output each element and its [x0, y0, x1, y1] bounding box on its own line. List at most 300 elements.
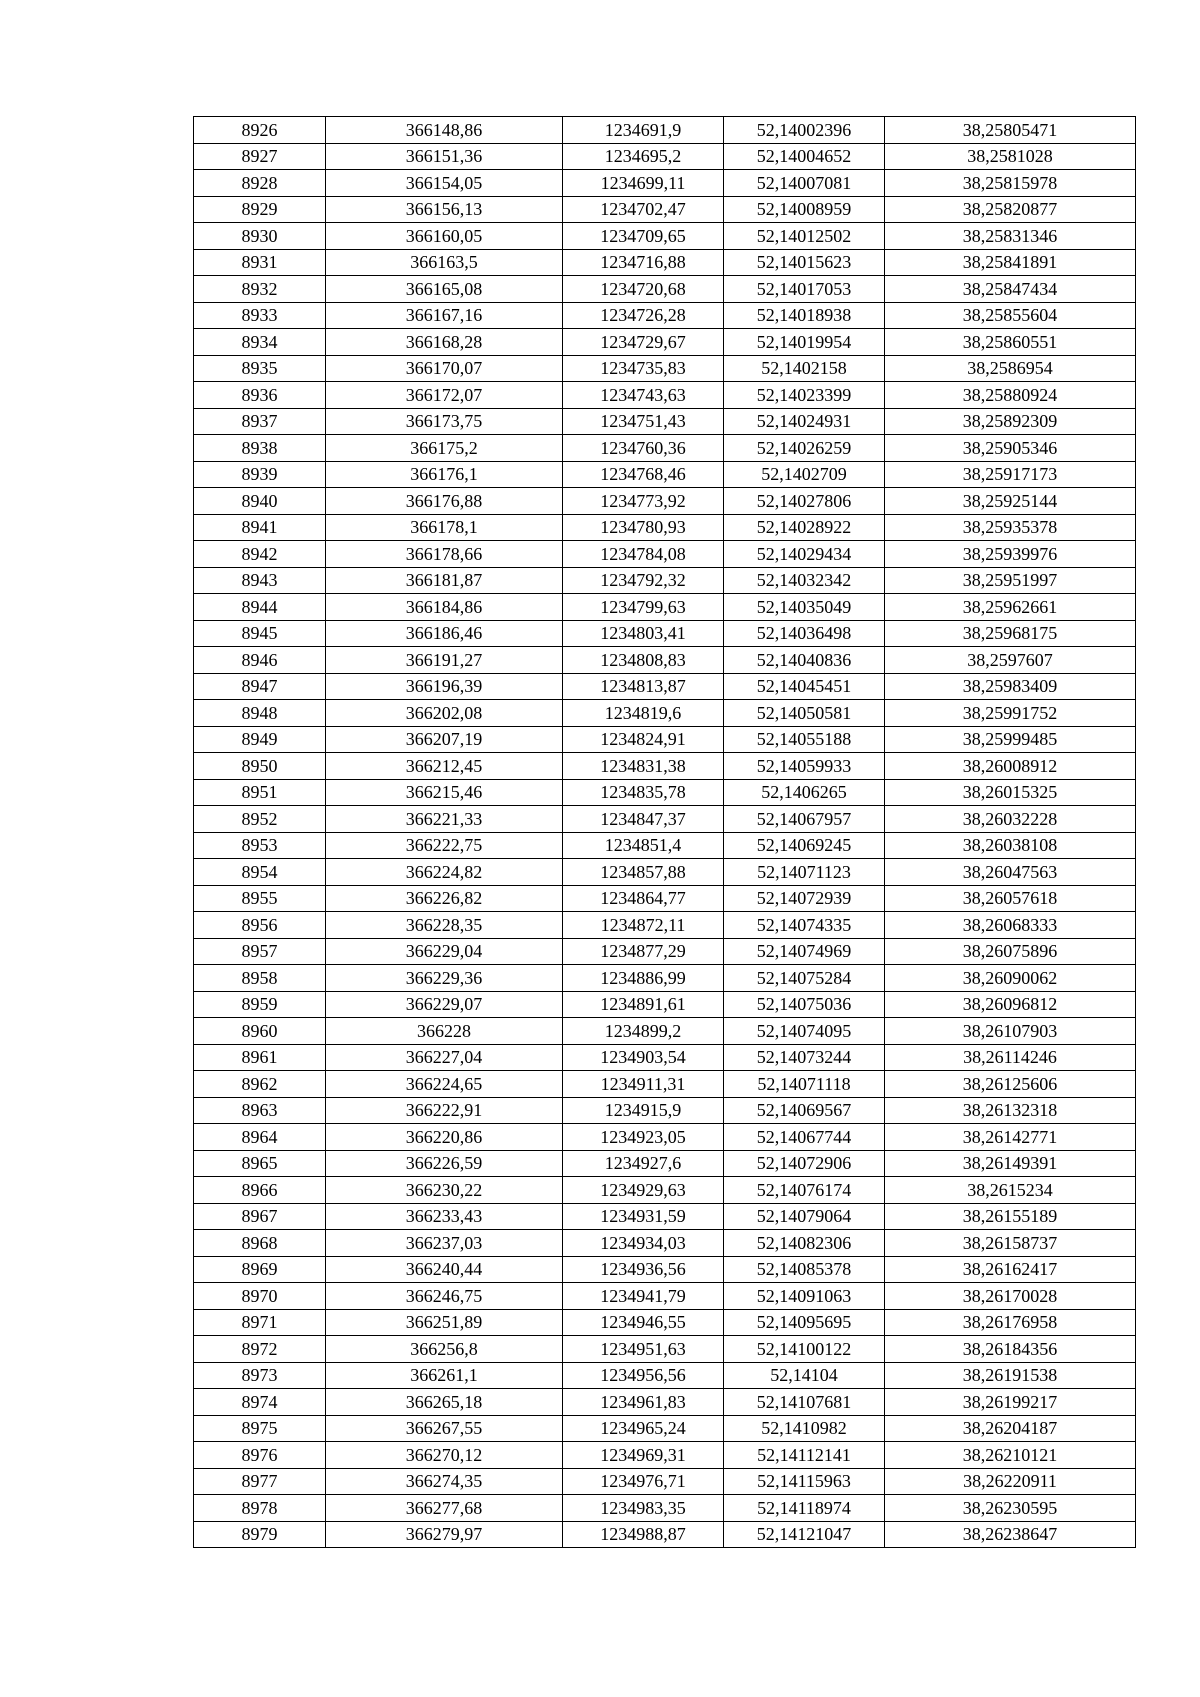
point-number-cell: 8971: [194, 1309, 326, 1336]
table-row: [194, 382, 1136, 409]
y-coordinate-cell: 1234961,83: [563, 1389, 724, 1416]
point-number-cell: 8961: [194, 1044, 326, 1071]
point-number-cell: 8933: [194, 302, 326, 329]
x-coordinate-cell: 366261,1: [326, 1362, 563, 1389]
latitude-cell: 52,14008959: [724, 196, 885, 223]
longitude-cell: 38,26238647: [885, 1521, 1136, 1548]
y-coordinate-cell: 1234792,32: [563, 567, 724, 594]
x-coordinate-cell: 366212,45: [326, 753, 563, 780]
latitude-cell: 52,14072906: [724, 1150, 885, 1177]
latitude-cell: 52,14091063: [724, 1283, 885, 1310]
longitude-cell: 38,2586954: [885, 355, 1136, 382]
longitude-cell: 38,25880924: [885, 382, 1136, 409]
point-number-cell: 8969: [194, 1256, 326, 1283]
point-number-cell: 8976: [194, 1442, 326, 1469]
y-coordinate-cell: 1234695,2: [563, 143, 724, 170]
latitude-cell: 52,14019954: [724, 329, 885, 356]
y-coordinate-cell: 1234946,55: [563, 1309, 724, 1336]
x-coordinate-cell: 366172,07: [326, 382, 563, 409]
y-coordinate-cell: 1234927,6: [563, 1150, 724, 1177]
longitude-cell: 38,25983409: [885, 673, 1136, 700]
point-number-cell: 8950: [194, 753, 326, 780]
table-row: [194, 991, 1136, 1018]
x-coordinate-cell: 366267,55: [326, 1415, 563, 1442]
table-row: [194, 753, 1136, 780]
x-coordinate-cell: 366224,82: [326, 859, 563, 886]
longitude-cell: 38,26032228: [885, 806, 1136, 833]
table-row: [194, 1415, 1136, 1442]
longitude-cell: 38,26149391: [885, 1150, 1136, 1177]
point-number-cell: 8931: [194, 249, 326, 276]
table-row: [194, 700, 1136, 727]
point-number-cell: 8944: [194, 594, 326, 621]
table-row: [194, 1283, 1136, 1310]
latitude-cell: 52,14071118: [724, 1071, 885, 1098]
latitude-cell: 52,14071123: [724, 859, 885, 886]
point-number-cell: 8968: [194, 1230, 326, 1257]
y-coordinate-cell: 1234976,71: [563, 1468, 724, 1495]
x-coordinate-cell: 366170,07: [326, 355, 563, 382]
y-coordinate-cell: 1234983,35: [563, 1495, 724, 1522]
x-coordinate-cell: 366173,75: [326, 408, 563, 435]
x-coordinate-cell: 366191,27: [326, 647, 563, 674]
y-coordinate-cell: 1234835,78: [563, 779, 724, 806]
x-coordinate-cell: 366240,44: [326, 1256, 563, 1283]
table-row: [194, 1097, 1136, 1124]
latitude-cell: 52,14104: [724, 1362, 885, 1389]
longitude-cell: 38,25968175: [885, 620, 1136, 647]
table-row: [194, 1256, 1136, 1283]
x-coordinate-cell: 366226,59: [326, 1150, 563, 1177]
latitude-cell: 52,14079064: [724, 1203, 885, 1230]
latitude-cell: 52,14012502: [724, 223, 885, 250]
y-coordinate-cell: 1234915,9: [563, 1097, 724, 1124]
table-row: [194, 329, 1136, 356]
longitude-cell: 38,25831346: [885, 223, 1136, 250]
y-coordinate-cell: 1234864,77: [563, 885, 724, 912]
table-row: [194, 488, 1136, 515]
latitude-cell: 52,14085378: [724, 1256, 885, 1283]
latitude-cell: 52,1406265: [724, 779, 885, 806]
longitude-cell: 38,25991752: [885, 700, 1136, 727]
latitude-cell: 52,14072939: [724, 885, 885, 912]
coordinate-table: [193, 116, 1136, 1548]
point-number-cell: 8957: [194, 938, 326, 965]
x-coordinate-cell: 366251,89: [326, 1309, 563, 1336]
longitude-cell: 38,25855604: [885, 302, 1136, 329]
x-coordinate-cell: 366202,08: [326, 700, 563, 727]
point-number-cell: 8936: [194, 382, 326, 409]
point-number-cell: 8973: [194, 1362, 326, 1389]
point-number-cell: 8955: [194, 885, 326, 912]
y-coordinate-cell: 1234936,56: [563, 1256, 724, 1283]
y-coordinate-cell: 1234699,11: [563, 170, 724, 197]
y-coordinate-cell: 1234716,88: [563, 249, 724, 276]
latitude-cell: 52,14027806: [724, 488, 885, 515]
y-coordinate-cell: 1234691,9: [563, 117, 724, 144]
point-number-cell: 8946: [194, 647, 326, 674]
table-row: [194, 1442, 1136, 1469]
x-coordinate-cell: 366168,28: [326, 329, 563, 356]
table-row: [194, 859, 1136, 886]
point-number-cell: 8975: [194, 1415, 326, 1442]
x-coordinate-cell: 366220,86: [326, 1124, 563, 1151]
x-coordinate-cell: 366148,86: [326, 117, 563, 144]
table-row: [194, 170, 1136, 197]
latitude-cell: 52,14026259: [724, 435, 885, 462]
x-coordinate-cell: 366229,07: [326, 991, 563, 1018]
x-coordinate-cell: 366151,36: [326, 143, 563, 170]
latitude-cell: 52,14069245: [724, 832, 885, 859]
y-coordinate-cell: 1234702,47: [563, 196, 724, 223]
table-row: [194, 1495, 1136, 1522]
x-coordinate-cell: 366270,12: [326, 1442, 563, 1469]
table-row: [194, 832, 1136, 859]
longitude-cell: 38,25892309: [885, 408, 1136, 435]
y-coordinate-cell: 1234929,63: [563, 1177, 724, 1204]
x-coordinate-cell: 366165,08: [326, 276, 563, 303]
latitude-cell: 52,14074969: [724, 938, 885, 965]
x-coordinate-cell: 366279,97: [326, 1521, 563, 1548]
longitude-cell: 38,25951997: [885, 567, 1136, 594]
table-row: [194, 1071, 1136, 1098]
latitude-cell: 52,14055188: [724, 726, 885, 753]
point-number-cell: 8954: [194, 859, 326, 886]
point-number-cell: 8972: [194, 1336, 326, 1363]
table-row: [194, 302, 1136, 329]
point-number-cell: 8947: [194, 673, 326, 700]
y-coordinate-cell: 1234969,31: [563, 1442, 724, 1469]
longitude-cell: 38,26008912: [885, 753, 1136, 780]
y-coordinate-cell: 1234760,36: [563, 435, 724, 462]
y-coordinate-cell: 1234726,28: [563, 302, 724, 329]
y-coordinate-cell: 1234709,65: [563, 223, 724, 250]
table-row: [194, 1230, 1136, 1257]
longitude-cell: 38,26107903: [885, 1018, 1136, 1045]
y-coordinate-cell: 1234911,31: [563, 1071, 724, 1098]
table-row: [194, 1177, 1136, 1204]
latitude-cell: 52,14002396: [724, 117, 885, 144]
longitude-cell: 38,2615234: [885, 1177, 1136, 1204]
table-row: [194, 143, 1136, 170]
point-number-cell: 8956: [194, 912, 326, 939]
point-number-cell: 8930: [194, 223, 326, 250]
latitude-cell: 52,14036498: [724, 620, 885, 647]
x-coordinate-cell: 366224,65: [326, 1071, 563, 1098]
longitude-cell: 38,25999485: [885, 726, 1136, 753]
y-coordinate-cell: 1234931,59: [563, 1203, 724, 1230]
longitude-cell: 38,26075896: [885, 938, 1136, 965]
point-number-cell: 8974: [194, 1389, 326, 1416]
longitude-cell: 38,26142771: [885, 1124, 1136, 1151]
table-row: [194, 647, 1136, 674]
longitude-cell: 38,26204187: [885, 1415, 1136, 1442]
table-row: [194, 355, 1136, 382]
x-coordinate-cell: 366186,46: [326, 620, 563, 647]
table-row: [194, 938, 1136, 965]
latitude-cell: 52,14067744: [724, 1124, 885, 1151]
y-coordinate-cell: 1234965,24: [563, 1415, 724, 1442]
x-coordinate-cell: 366176,88: [326, 488, 563, 515]
table-row: [194, 461, 1136, 488]
y-coordinate-cell: 1234780,93: [563, 514, 724, 541]
table-row: [194, 620, 1136, 647]
latitude-cell: 52,14076174: [724, 1177, 885, 1204]
table-row: [194, 249, 1136, 276]
longitude-cell: 38,25841891: [885, 249, 1136, 276]
y-coordinate-cell: 1234857,88: [563, 859, 724, 886]
y-coordinate-cell: 1234877,29: [563, 938, 724, 965]
longitude-cell: 38,25905346: [885, 435, 1136, 462]
latitude-cell: 52,14075284: [724, 965, 885, 992]
point-number-cell: 8970: [194, 1283, 326, 1310]
x-coordinate-cell: 366184,86: [326, 594, 563, 621]
latitude-cell: 52,14018938: [724, 302, 885, 329]
point-number-cell: 8960: [194, 1018, 326, 1045]
longitude-cell: 38,26230595: [885, 1495, 1136, 1522]
longitude-cell: 38,25805471: [885, 117, 1136, 144]
point-number-cell: 8927: [194, 143, 326, 170]
latitude-cell: 52,14024931: [724, 408, 885, 435]
x-coordinate-cell: 366154,05: [326, 170, 563, 197]
y-coordinate-cell: 1234729,67: [563, 329, 724, 356]
x-coordinate-cell: 366227,04: [326, 1044, 563, 1071]
x-coordinate-cell: 366163,5: [326, 249, 563, 276]
table-row: [194, 1336, 1136, 1363]
x-coordinate-cell: 366176,1: [326, 461, 563, 488]
longitude-cell: 38,26210121: [885, 1442, 1136, 1469]
table-body: [194, 117, 1136, 1548]
x-coordinate-cell: 366167,16: [326, 302, 563, 329]
table-row: [194, 1044, 1136, 1071]
table-row: [194, 408, 1136, 435]
y-coordinate-cell: 1234720,68: [563, 276, 724, 303]
latitude-cell: 52,14017053: [724, 276, 885, 303]
point-number-cell: 8979: [194, 1521, 326, 1548]
table-row: [194, 1362, 1136, 1389]
longitude-cell: 38,25962661: [885, 594, 1136, 621]
longitude-cell: 38,25847434: [885, 276, 1136, 303]
x-coordinate-cell: 366222,75: [326, 832, 563, 859]
table-row: [194, 435, 1136, 462]
y-coordinate-cell: 1234831,38: [563, 753, 724, 780]
x-coordinate-cell: 366181,87: [326, 567, 563, 594]
point-number-cell: 8949: [194, 726, 326, 753]
point-number-cell: 8940: [194, 488, 326, 515]
longitude-cell: 38,26068333: [885, 912, 1136, 939]
y-coordinate-cell: 1234808,83: [563, 647, 724, 674]
y-coordinate-cell: 1234768,46: [563, 461, 724, 488]
latitude-cell: 52,14095695: [724, 1309, 885, 1336]
table-row: [194, 806, 1136, 833]
x-coordinate-cell: 366228: [326, 1018, 563, 1045]
longitude-cell: 38,26158737: [885, 1230, 1136, 1257]
latitude-cell: 52,14050581: [724, 700, 885, 727]
longitude-cell: 38,26162417: [885, 1256, 1136, 1283]
latitude-cell: 52,14007081: [724, 170, 885, 197]
table-row: [194, 965, 1136, 992]
longitude-cell: 38,26199217: [885, 1389, 1136, 1416]
y-coordinate-cell: 1234903,54: [563, 1044, 724, 1071]
point-number-cell: 8943: [194, 567, 326, 594]
x-coordinate-cell: 366215,46: [326, 779, 563, 806]
latitude-cell: 52,14067957: [724, 806, 885, 833]
longitude-cell: 38,26220911: [885, 1468, 1136, 1495]
point-number-cell: 8942: [194, 541, 326, 568]
longitude-cell: 38,2597607: [885, 647, 1136, 674]
table-row: [194, 1389, 1136, 1416]
point-number-cell: 8948: [194, 700, 326, 727]
y-coordinate-cell: 1234784,08: [563, 541, 724, 568]
x-coordinate-cell: 366237,03: [326, 1230, 563, 1257]
latitude-cell: 52,1402709: [724, 461, 885, 488]
table-row: [194, 196, 1136, 223]
latitude-cell: 52,14004652: [724, 143, 885, 170]
point-number-cell: 8937: [194, 408, 326, 435]
latitude-cell: 52,14075036: [724, 991, 885, 1018]
longitude-cell: 38,25820877: [885, 196, 1136, 223]
point-number-cell: 8958: [194, 965, 326, 992]
table-row: [194, 673, 1136, 700]
longitude-cell: 38,26191538: [885, 1362, 1136, 1389]
y-coordinate-cell: 1234956,56: [563, 1362, 724, 1389]
latitude-cell: 52,14032342: [724, 567, 885, 594]
latitude-cell: 52,14045451: [724, 673, 885, 700]
longitude-cell: 38,26176958: [885, 1309, 1136, 1336]
table-row: [194, 223, 1136, 250]
y-coordinate-cell: 1234988,87: [563, 1521, 724, 1548]
longitude-cell: 38,26057618: [885, 885, 1136, 912]
longitude-cell: 38,25860551: [885, 329, 1136, 356]
point-number-cell: 8967: [194, 1203, 326, 1230]
x-coordinate-cell: 366196,39: [326, 673, 563, 700]
y-coordinate-cell: 1234751,43: [563, 408, 724, 435]
x-coordinate-cell: 366207,19: [326, 726, 563, 753]
table-row: [194, 1309, 1136, 1336]
longitude-cell: 38,25925144: [885, 488, 1136, 515]
x-coordinate-cell: 366160,05: [326, 223, 563, 250]
latitude-cell: 52,14059933: [724, 753, 885, 780]
x-coordinate-cell: 366256,8: [326, 1336, 563, 1363]
latitude-cell: 52,14069567: [724, 1097, 885, 1124]
latitude-cell: 52,14073244: [724, 1044, 885, 1071]
point-number-cell: 8959: [194, 991, 326, 1018]
table-row: [194, 1203, 1136, 1230]
latitude-cell: 52,14015623: [724, 249, 885, 276]
latitude-cell: 52,14023399: [724, 382, 885, 409]
y-coordinate-cell: 1234824,91: [563, 726, 724, 753]
table-row: [194, 885, 1136, 912]
table-row: [194, 594, 1136, 621]
y-coordinate-cell: 1234743,63: [563, 382, 724, 409]
y-coordinate-cell: 1234886,99: [563, 965, 724, 992]
table-row: [194, 912, 1136, 939]
point-number-cell: 8929: [194, 196, 326, 223]
point-number-cell: 8963: [194, 1097, 326, 1124]
table-row: [194, 541, 1136, 568]
longitude-cell: 38,26132318: [885, 1097, 1136, 1124]
x-coordinate-cell: 366222,91: [326, 1097, 563, 1124]
point-number-cell: 8952: [194, 806, 326, 833]
table-row: [194, 1124, 1136, 1151]
table-row: [194, 117, 1136, 144]
longitude-cell: 38,25917173: [885, 461, 1136, 488]
point-number-cell: 8964: [194, 1124, 326, 1151]
y-coordinate-cell: 1234923,05: [563, 1124, 724, 1151]
y-coordinate-cell: 1234813,87: [563, 673, 724, 700]
table-row: [194, 1018, 1136, 1045]
point-number-cell: 8953: [194, 832, 326, 859]
point-number-cell: 8928: [194, 170, 326, 197]
x-coordinate-cell: 366226,82: [326, 885, 563, 912]
table-row: [194, 567, 1136, 594]
longitude-cell: 38,25815978: [885, 170, 1136, 197]
table-row: [194, 1468, 1136, 1495]
latitude-cell: 52,14107681: [724, 1389, 885, 1416]
x-coordinate-cell: 366228,35: [326, 912, 563, 939]
y-coordinate-cell: 1234899,2: [563, 1018, 724, 1045]
table-row: [194, 779, 1136, 806]
y-coordinate-cell: 1234941,79: [563, 1283, 724, 1310]
latitude-cell: 52,14121047: [724, 1521, 885, 1548]
x-coordinate-cell: 366233,43: [326, 1203, 563, 1230]
point-number-cell: 8965: [194, 1150, 326, 1177]
point-number-cell: 8926: [194, 117, 326, 144]
y-coordinate-cell: 1234851,4: [563, 832, 724, 859]
y-coordinate-cell: 1234819,6: [563, 700, 724, 727]
latitude-cell: 52,14115963: [724, 1468, 885, 1495]
longitude-cell: 38,26015325: [885, 779, 1136, 806]
y-coordinate-cell: 1234773,92: [563, 488, 724, 515]
point-number-cell: 8941: [194, 514, 326, 541]
latitude-cell: 52,14118974: [724, 1495, 885, 1522]
latitude-cell: 52,1410982: [724, 1415, 885, 1442]
longitude-cell: 38,26114246: [885, 1044, 1136, 1071]
y-coordinate-cell: 1234803,41: [563, 620, 724, 647]
point-number-cell: 8945: [194, 620, 326, 647]
longitude-cell: 38,26155189: [885, 1203, 1136, 1230]
y-coordinate-cell: 1234934,03: [563, 1230, 724, 1257]
point-number-cell: 8962: [194, 1071, 326, 1098]
longitude-cell: 38,26096812: [885, 991, 1136, 1018]
x-coordinate-cell: 366221,33: [326, 806, 563, 833]
x-coordinate-cell: 366229,36: [326, 965, 563, 992]
longitude-cell: 38,26038108: [885, 832, 1136, 859]
longitude-cell: 38,26090062: [885, 965, 1136, 992]
point-number-cell: 8951: [194, 779, 326, 806]
latitude-cell: 52,14100122: [724, 1336, 885, 1363]
y-coordinate-cell: 1234799,63: [563, 594, 724, 621]
point-number-cell: 8977: [194, 1468, 326, 1495]
x-coordinate-cell: 366230,22: [326, 1177, 563, 1204]
x-coordinate-cell: 366178,66: [326, 541, 563, 568]
point-number-cell: 8935: [194, 355, 326, 382]
y-coordinate-cell: 1234891,61: [563, 991, 724, 1018]
table-row: [194, 514, 1136, 541]
latitude-cell: 52,14035049: [724, 594, 885, 621]
x-coordinate-cell: 366229,04: [326, 938, 563, 965]
latitude-cell: 52,14074095: [724, 1018, 885, 1045]
latitude-cell: 52,14112141: [724, 1442, 885, 1469]
latitude-cell: 52,14074335: [724, 912, 885, 939]
table-row: [194, 1150, 1136, 1177]
x-coordinate-cell: 366246,75: [326, 1283, 563, 1310]
longitude-cell: 38,26170028: [885, 1283, 1136, 1310]
latitude-cell: 52,14040836: [724, 647, 885, 674]
latitude-cell: 52,14082306: [724, 1230, 885, 1257]
longitude-cell: 38,25935378: [885, 514, 1136, 541]
point-number-cell: 8939: [194, 461, 326, 488]
